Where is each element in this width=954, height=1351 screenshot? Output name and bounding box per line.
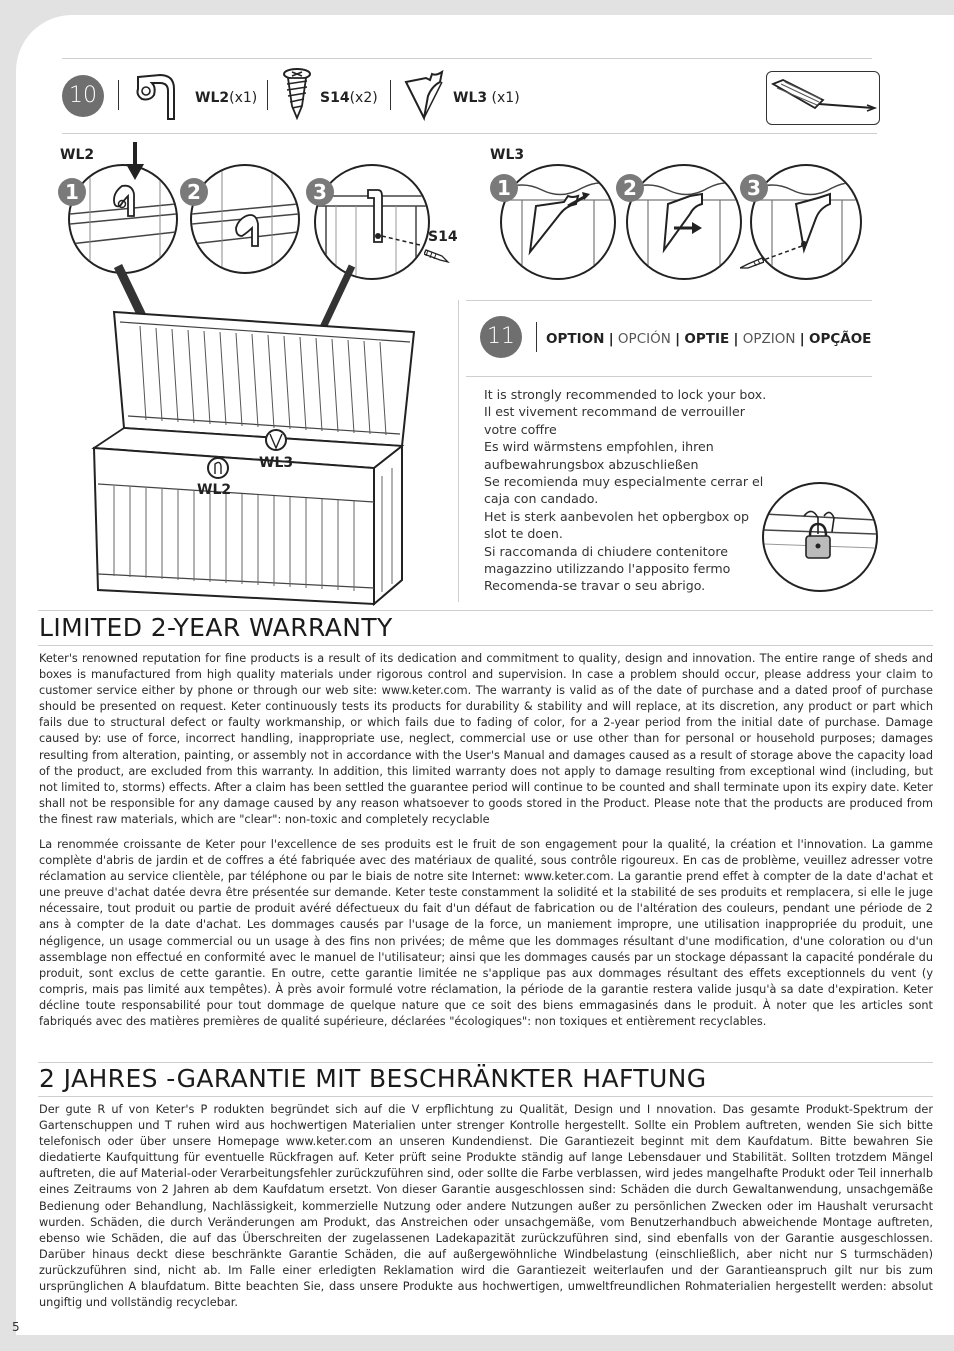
screw-icon [740,254,764,272]
step11-top-rule [466,300,872,301]
down-arrow-icon [124,142,146,182]
part-wl2-label: WL2(x1) [195,90,258,106]
step10-header-rule [62,133,877,134]
wl3-bracket-icon [402,68,446,122]
page-number: 5 [12,1320,20,1334]
step-11-number: 11 [480,316,522,358]
divider [118,80,119,110]
wl3-section-label: WL3 [490,147,525,163]
s14-screw-icon [280,66,314,120]
divider [536,322,537,352]
warranty-de-title: 2 JAHRES -GARANTIE MIT BESCHRÄNKTER HAFTUNG [39,1064,707,1093]
step11-left-divider [458,300,459,602]
wl2-section-label: WL2 [60,147,95,163]
tool-box [766,71,880,125]
part-s14-label: S14(x2) [320,90,378,106]
wl3-step1-detail [500,164,616,280]
storage-box-illustration [84,262,464,607]
warranty-de-body: Der gute R uf von Keter's P rodukten begründet sich auf die V erpflichtung zu Qualität, Design und I nnovation. Das gesamte Produkt-Spektrum der Gartenschuppen und T ruhen wird aus hochwertigen Materialien unter strenger Kontrolle hergestellt. Sollte ein Problem auftreten, wenden Sie sich bitte telefonisch oder über unsere Homepage www.keter.com an unseren Kundendienst. Die Garantiezeit beginnt mit dem Kaufdatum. Bitte bewahren Sie diedatierte Kaufquittung für eventuelle Rückfragen auf. Keter prüft seine Produkte ständig auf lange Lebensdauer und Stabilität. Sollten trotzdem Mängel auftreten, die auf Material-oder Verarbeitungsfehler zurückzuführen sind, oder sollte die Farbe verblassen, wird jedes mangelhafte Produkt oder Teil innerhalb eines Zeitraums von 2 Jahren ab dem Kaufdatum ersetzt. Von dieser Garantie ausgeschlossen sind: Schäden die durch Gewaltanwendung, unsachgemäße Bedienung oder Behandlung, Nachlässigkeit, kommerzielle Nutzung oder andere Nutzungen außer zu persönlichen Zwecken oder im Haushalt verursacht wurden. Schäden, die durch Veränderungen am Produkt, das Anstreichen oder unsachgemäße, vom Benutzerhandbuch abweichende Montage auftreten, ebenso wie Schäden, die auf das Überschreiten der zugelassenen Ladekapazität zurückzuführen sind, sind ebenfalls von der Garantie ausgeschlossen. Darüber hinaus deckt diese beschränkte Garantie Schäden, die auf außergewöhnliche Windbelastung (einschließlich, aber nicht nur S turmschäden) zurückzuführen sind, nicht ab. Im Falle einer erledigten Reklamation wird die Garantiezeit weiterlaufen und der Garantieanspruch gilt nur bis zum ursprünglichen A blaufdatum. Bitte beachten Sie, dass unsere Produkte aus hochwertigen, umweltfreundlichen Rohmaterialien hergestellt werden: absolut ungiftig und vollständig recyclebar. [39,1103,933,1310]
lock-recommendation-text: It is strongly recommended to lock your box. Il est vivement recommand de verrouiller votre coffre Es wird wärmstens empfohlen, ihren aufbewahrungsbox abzuschließen Se recomienda muy especialmente cerrar el caja con candado. Het is sterk aanbevolen het opbergbox op slot te doen. Si raccomanda di chiudere contenitore magazzino utilizzando l'apposito fermo Recomenda-se travar o seu abrigo. [484,387,767,594]
wl2-step3-badge: 3 [306,178,334,206]
box-wl2-callout: WL2 [197,482,232,498]
warranty-fr-body: La renommée croissante de Keter pour l'excellence de ses produits est le fruit de son engagement pour la qualité, la création et l'innovation. La gamme complète d'abris de jardin et de coffres a été fabriquée avec des matériaux de qualité, sous contrôle rigoureux. En cas de problème, veuillez adresser votre réclamation au service clientèle, par téléphone ou par le biais de notre site Internet: www.keter.com. La garantie prend effet à compter de la date d'achat et une preuve d'achat datée devra être présentée sur demande. Keter teste constamment la solidité et la stabilité de ses produits et remplacera, si elle le juge nécessaire, tout produit ou partie de produit avéré défectueux du fait d'un défaut de fabrication ou de l'altération des couleurs, pendant une période de 2 ans à compter de la date d'achat. Les dommages causés par l'usage de la force, un maniement impropre, une utilisation inappropriée du produit, une négligence, un usage commercial ou un usage à des fins non privées; de même que les dommages résultant d'une modification, d'une coloration ou d'un assemblage non effectué en conformité avec le manuel de l'utilisateur; ainsi que les dommages causés par un stockage dépassant la capacité pondérale du produit, sont exclus de cette garantie. En outre, cette garantie limitée ne s'applique pas aux dommages résultant des effets exceptionnels du vent (y compris, mais pas limité aux tempêtes). À près avoir formulé votre réclamation, la période de la garantie restera valide jusqu'à sa date d'expiration. Keter décline toute responsabilité pour tout dommage de quelque nature que ce soit des biens emmagasinés dans le produit. À noter que les articles sont fabriqués avec des matières premières de qualité supérieure, déclarées "écologiques": non toxiques et entièrement recyclables. [39,838,933,1029]
wl3-step1-badge: 1 [490,174,518,202]
warranty-en-bottom-rule [38,645,933,646]
wl2-step2-badge: 2 [180,178,208,206]
top-rule [62,58,872,59]
warranty-de-top-rule [38,1062,933,1063]
option-header: OPTION | OPCIÓN | OPTIE | OPZION | OPÇÃOE [546,331,872,347]
step-10-number: 10 [62,75,104,117]
wl3-step2-badge: 2 [616,174,644,202]
divider [390,80,391,110]
screw-icon [424,244,450,264]
warranty-en-title: LIMITED 2-YEAR WARRANTY [39,613,393,642]
wl2-step1-detail [68,164,178,274]
wl2-step1-badge: 1 [58,178,86,206]
wl2-bracket-icon [130,67,182,123]
screwdriver-icon [767,72,879,124]
warranty-en-top-rule [38,610,933,611]
box-wl3-callout: WL3 [259,455,294,471]
warranty-en-body: Keter's renowned reputation for fine products is a result of its dedication and commitment to quality, design and innovation. The entire range of sheds and boxes is manufactured from high quality materials under rigorous control and supervision. In case a problem should occur, please address your claim to customer service either by phone or through our web site: www.keter.com. The warranty is valid as of the date of purchase and a dated proof of purchase should be presented on request. Keter continuously tests its products for durability & stability and will replace, at its discretion, any product or part which fails due to structural defect or faulty workmanship, or which fails due to fading of color, for a 2-year period from the initial date of purchase. Damage caused by: use of force, incorrect handling, inappropriate use, neglect, commercial use or use other than for personal or household purposes; damages resulting from alteration, painting, or assembly not in accordance with the User's Manual and damages caused as a result of storage above the capacity load of the product, are excluded from this warranty. In addition, this limited warranty does not apply to damage resulting from exceptional wind (including, but not limited to, storms) effects. After a claim has been settled the guarantee period will continue to be counted and shall terminate upon its expiry date. Keter shall not be responsible for any damage caused by any reason whatsoever to goods stored in the Product. Please note that the products are produced from the finest raw materials, which are "clear": non-toxic and completely recyclable [39,652,933,826]
wl3-step3-badge: 3 [740,174,768,202]
divider [267,80,268,110]
part-wl3-label: WL3 (x1) [453,90,520,106]
wl2-step2-detail [190,164,300,274]
padlock-detail [762,482,878,592]
padlock-icon [764,484,876,590]
wl3-step2-detail [626,164,742,280]
s14-callout-label: S14 [428,229,458,245]
warranty-de-bottom-rule [38,1096,933,1097]
step11-header-rule [466,376,872,377]
